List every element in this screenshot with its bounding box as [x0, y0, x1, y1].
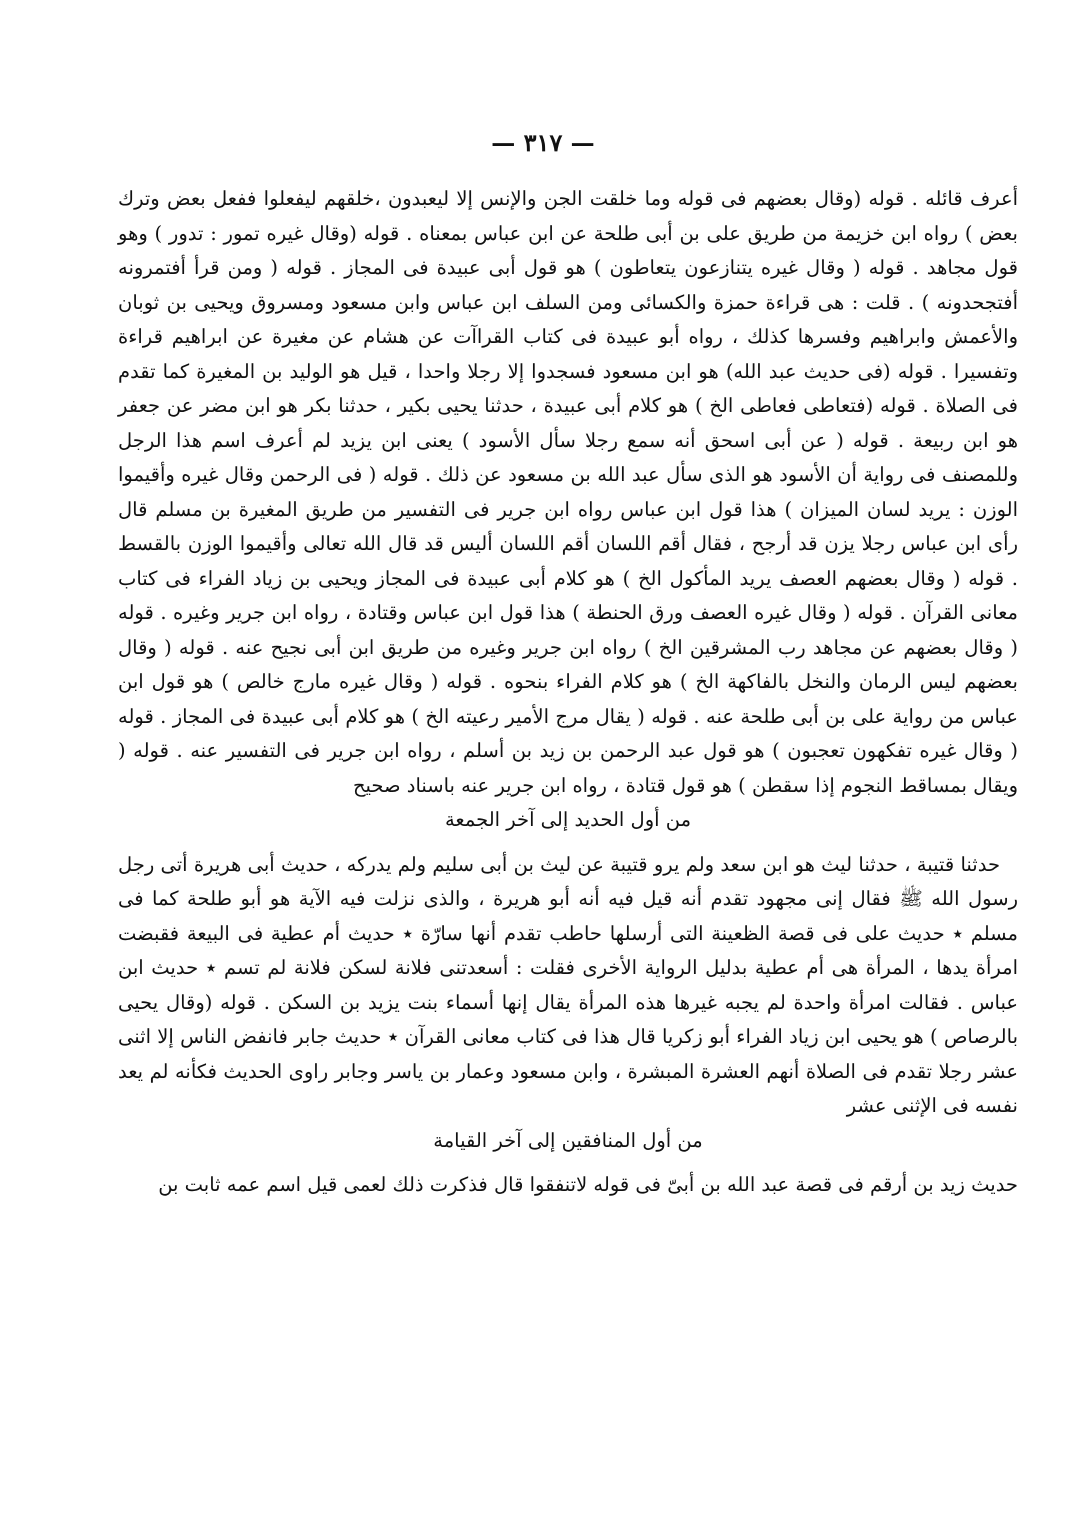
section-heading-hadid-jumuah: من أول الحديد إلى آخر الجمعة [444, 808, 692, 831]
section-heading-munafiqun-qiyamah: من أول المنافقين إلى آخر القيامة [433, 1128, 703, 1152]
paragraph-section2: حدثنا قتيبة ، حدثنا ليث هو ابن سعد ولم يرو قتيبة عن ليث بن أبى سليم ولم يدركه ، حديث أبى هريرة أتى رجل رسول الله ﷺ فقال إنى مجهود تقدم أنه قيل فيه أنه أبو هريرة ، والذى نزلت فيه الآية هو أبو طلحة كما فى مسلم ٭ حديث على فى قصة الظعينة التى أرسلها حاطب تقدم أنها سارّة ٭ حديث أم عطية فى البيعة فقبضت امرأة يدها ، المرأة هى أم عطية بدليل الرواية الأخرى فقلت : أسعدتنى فلانة لسكن فلانة لم تسم ٭ حديث ابن عباس . فقالت امرأة واحدة لم يجبه غيرها هذه المرأة يقال إنها أسماء بنت يزيد بن السكن . قوله (وقال يحيى بالرصاص ) هو يحيى ابن زياد الفراء أبو زكريا قال هذا فى كتاب معانى القرآن ٭ حديث جابر فانفض الناس إلا اثنى عشر رجلا تقدم فى الصلاة أنهم العشرة المبشرة ، وابن مسعود وعمار بن ياسر وجابر راوى الحديث فكأنه لم يعد نفسه فى الإثنى عشر [118, 852, 1018, 1117]
paragraph-section1: أعرف قائله . قوله (وقال بعضهم فى قوله وما خلقت الجن والإنس إلا ليعبدون ،خلقهم ليفعلوا ففعل بعض وترك بعض ) رواه ابن خزيمة من طريق على بن أبى طلحة عن ابن عباس بمعناه . قوله (وقال غيره تمور : تدور ) وهو قول مجاهد . قوله ( وقال غيره يتنازعون يتعاطون ) هو قول أبى عبيدة فى المجاز . قوله ( ومن قرأ أفتمرونه أفتجحدونه ) . قلت : هى قراءة حمزة والكسائى ومن السلف ابن عباس وابن مسعود ومسروق ويحيى بن ثوبان والأعمش وابراهيم وفسرها كذلك ، رواه أبو عبيدة فى كتاب القراآت عن هشام عن مغيرة عن ابراهيم قراءة وتفسيرا . قوله (فى حديث عبد الله) هو ابن مسعود فسجدوا إلا رجلا واحدا ، قيل هو الوليد بن المغيرة كما تقدم فى الصلاة . قوله (فتعاطى فعاطى الخ ) هو كلام أبى عبيدة ، حدثنا يحيى بكير ، حدثنا بكر هو ابن مضر عن جعفر هو ابن ربيعة . قوله ( عن أبى اسحق أنه سمع رجلا سأل الأسود ) يعنى ابن يزيد لم أعرف اسم هذا الرجل وللمصنف فى رواية أن الأسود هو الذى سأل عبد الله بن مسعود عن ذلك . قوله ( فى الرحمن وقال غيره وأقيموا الوزن : يريد لسان الميزان ) هذا قول ابن عباس رواه ابن جرير فى التفسير من طريق المغيرة بن مسلم قال رأى ابن عباس رجلا يزن قد أرجح ، فقال أقم اللسان أقم اللسان أليس قد قال الله تعالى وأقيموا الوزن بالقسط . قوله ( وقال بعضهم العصف يريد المأكول الخ ) هو كلام أبى عبيدة فى المجاز ويحيى بن زياد الفراء فى كتاب معانى القرآن . قوله ( وقال غيره العصف ورق الحنطة ) هذا قول ابن عباس وقتادة ، رواه ابن جرير وغيره . قوله ( وقال بعضهم عن مجاهد رب المشرقين الخ ) رواه ابن جرير وغيره من طريق ابن أبى نجيح عنه . قوله ( وقال بعضهم ليس الرمان والنخل بالفاكهة الخ ) هو كلام الفراء بنحوه . قوله ( وقال غيره مارج خالص ) هو قول ابن عباس من رواية على بن أبى طلحة عنه . قوله ( يقال مرج الأمير رعيته الخ ) هو كلام أبى عبيدة فى المجاز . قوله ( وقال غيره تفكهون تعجبون ) هو قول عبد الرحمن بن زيد بن أسلم ، رواه ابن جرير فى التفسير عنه . قوله ( ويقال بمساقط النجوم إذا سقطن ) هو قول قتادة ، رواه ابن جرير عنه باسناد صحيح [118, 187, 1019, 797]
paragraph-section3: حديث زيد بن أرقم فى قصة عبد الله بن أبىّ فى قوله لاتنفقوا قال فذكرت ذلك لعمى قيل اسم عمه ثابت بن [158, 1173, 1018, 1196]
body-text [118, 182, 1018, 1203]
page-number: — ٣١٧ — [491, 128, 595, 157]
